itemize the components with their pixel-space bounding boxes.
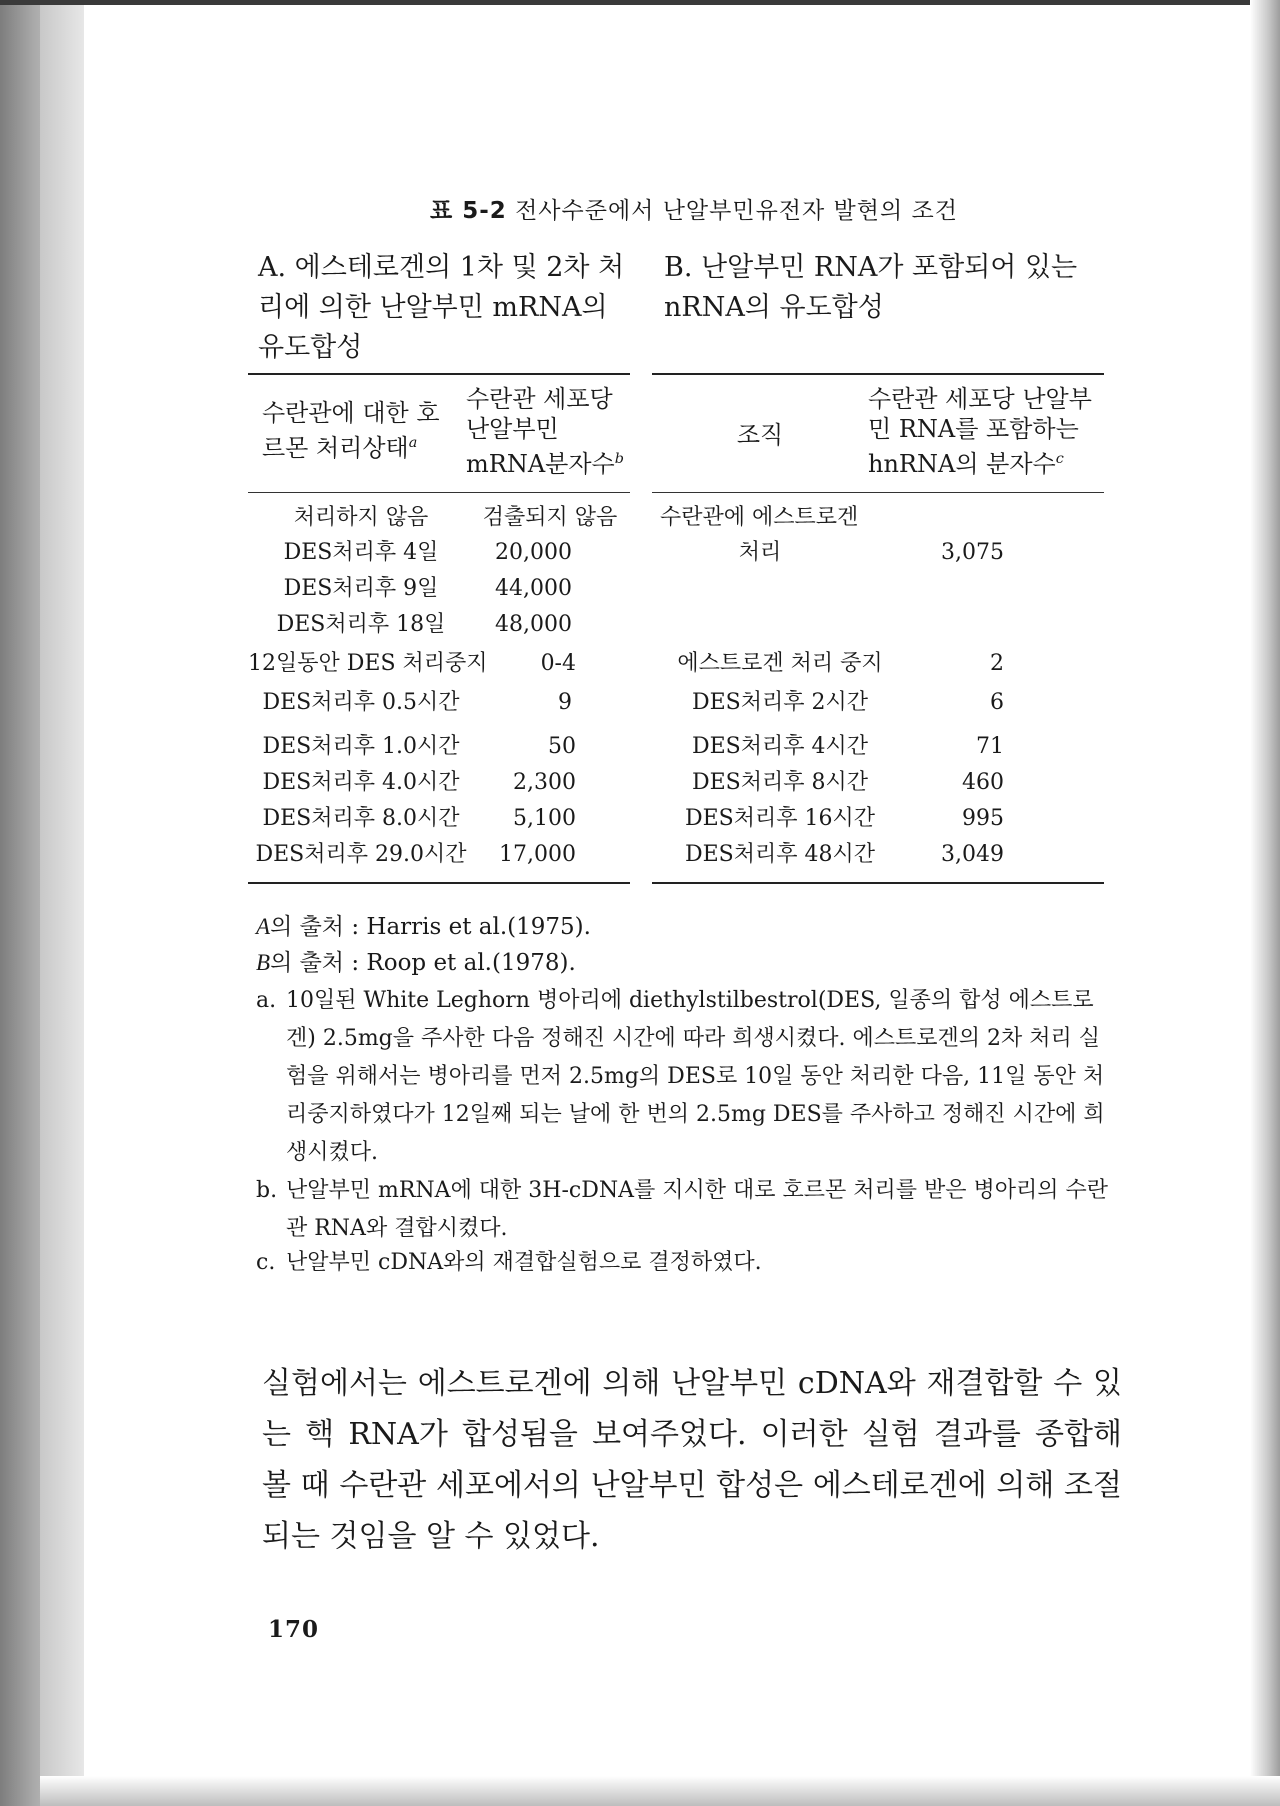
table-cell: DES처리후 48시간 bbox=[684, 842, 876, 867]
footnote-mark-c: c bbox=[1055, 451, 1064, 467]
footnote-a bbox=[256, 982, 1116, 1172]
table-cell: 44,000 bbox=[495, 576, 572, 601]
table-caption-label: 표 5-2 bbox=[430, 198, 507, 224]
table-cell: 에스트로겐 처리 중지 bbox=[677, 651, 883, 676]
table-cell: 처리하지 않음 bbox=[293, 505, 429, 530]
table-cell: DES처리후 4시간 bbox=[691, 734, 869, 759]
panel-b-top-rule bbox=[652, 373, 1104, 375]
source-b-text: 의 출처 : Roop et al.(1978). bbox=[270, 950, 576, 976]
table-cell: 3,049 bbox=[941, 842, 1004, 867]
table-cell: 0-4 bbox=[540, 651, 576, 676]
table-cell: DES처리후 0.5시간 bbox=[262, 690, 460, 715]
table-cell: 처리 bbox=[738, 540, 782, 565]
table-cell: 460 bbox=[962, 770, 1004, 795]
page-edge-highlight bbox=[40, 0, 84, 1806]
table-cell: DES처리후 4.0시간 bbox=[262, 770, 460, 795]
footnote-b-key: b. bbox=[256, 1178, 278, 1203]
footnote-mark-b: b bbox=[614, 451, 624, 467]
source-a bbox=[256, 912, 591, 942]
body-paragraph: 실험에서는 에스트로겐에 의해 난알부민 cDNA와 재결합할 수 있는 핵 RNA가 합성됨을 보여주었다. 이러한 실험 결과를 종합해 볼 때 수란관 세포에서의 난알부민 합성은 에스테로겐에 의해 조절되는 것임을 알 수 있었다. bbox=[262, 1366, 1122, 1554]
table-caption bbox=[430, 192, 958, 225]
table-cell: DES처리후 16시간 bbox=[684, 806, 876, 831]
footnote-a-key: a. bbox=[256, 988, 277, 1013]
table-cell: 48,000 bbox=[495, 612, 572, 637]
table-cell: 995 bbox=[962, 806, 1004, 831]
footnote-b bbox=[256, 1172, 1116, 1248]
table-cell: 12일동안 DES 처리중지 bbox=[248, 651, 488, 676]
table-cell: 수란관에 에스트로겐 bbox=[660, 505, 859, 530]
page-edge-bottom bbox=[40, 1776, 1280, 1806]
panel-b-col2-text: 수란관 세포당 난알부민 RNA를 포함하는 hnRNA의 분자수 bbox=[868, 385, 1092, 478]
panel-a-col2-text: 수란관 세포당 난알부민 mRNA분자수 bbox=[466, 385, 615, 478]
table-cell: 2,300 bbox=[513, 770, 576, 795]
table-cell: DES처리후 4일 bbox=[283, 540, 439, 565]
table-cell: 20,000 bbox=[495, 540, 572, 565]
footnote-c bbox=[256, 1244, 1116, 1282]
table-cell: DES처리후 8시간 bbox=[691, 770, 869, 795]
table-cell: 71 bbox=[976, 734, 1004, 759]
table-cell: DES처리후 18일 bbox=[276, 612, 446, 637]
footnote-b-text: 난알부민 mRNA에 대한 3H-cDNA를 지시한 대로 호르몬 처리를 받은 병아리의 수란관 RNA와 결합시켰다. bbox=[286, 1178, 1109, 1241]
source-a-text: 의 출처 : Harris et al.(1975). bbox=[270, 914, 591, 940]
table-cell: DES처리후 8.0시간 bbox=[262, 806, 460, 831]
table-cell: 5,100 bbox=[513, 806, 576, 831]
table-cell: 2 bbox=[990, 651, 1004, 676]
table-cell: 3,075 bbox=[941, 540, 1004, 565]
source-b bbox=[256, 948, 576, 978]
panel-b-title: B. 난알부민 RNA가 포함되어 있는 nRNA의 유도합성 bbox=[664, 252, 1078, 323]
table-cell: DES처리후 9일 bbox=[283, 576, 439, 601]
table-cell: 9 bbox=[558, 690, 572, 715]
footnote-c-text: 난알부민 cDNA와의 재결합실험으로 결정하였다. bbox=[286, 1250, 762, 1275]
source-a-label: A bbox=[256, 914, 271, 939]
panel-a-bottom-rule bbox=[248, 882, 630, 884]
table-cell: 6 bbox=[990, 690, 1004, 715]
table-cell: 검출되지 않음 bbox=[482, 505, 618, 530]
panel-a-header-rule bbox=[248, 492, 630, 493]
page-number: 170 bbox=[268, 1616, 320, 1643]
table-cell: DES처리후 1.0시간 bbox=[262, 734, 460, 759]
page-edge-right bbox=[1250, 0, 1280, 1806]
footnote-c-key: c. bbox=[256, 1250, 276, 1275]
panel-a-top-rule bbox=[248, 373, 630, 375]
panel-a-title: A. 에스테로겐의 1차 및 2차 처리에 의한 난알부민 mRNA의 유도합성 bbox=[258, 252, 625, 363]
table-cell: DES처리후 29.0시간 bbox=[255, 842, 467, 867]
table-caption-text: 전사수준에서 난알부민유전자 발현의 조건 bbox=[515, 198, 958, 224]
footnote-mark-a: a bbox=[408, 435, 418, 451]
footnote-a-text: 10일된 White Leghorn 병아리에 diethylstilbestrol(DES, 일종의 합성 에스트로겐) 2.5mg을 주사한 다음 정해진 시간에 따라 희생시켰다. 에스트로겐의 2차 처리 실험을 위해서는 병아리를 먼저 2.5mg의 DES로 10일 동안 처리한 다음, 11일 동안 처리중지하였다가 12일째 되는 날에 한 번의 2.5mg DES를 주사하고 정해진 시간에 희생시켰다. bbox=[286, 988, 1105, 1165]
table-cell: DES처리후 2시간 bbox=[691, 690, 869, 715]
panel-a-col1-text: 수란관에 대한 호르몬 처리상태 bbox=[262, 399, 440, 462]
panel-b-bottom-rule bbox=[652, 882, 1104, 884]
source-b-label: B bbox=[256, 950, 271, 975]
table-cell: 50 bbox=[548, 734, 576, 759]
panel-a-col2-header bbox=[466, 384, 626, 479]
panel-b-col2-header bbox=[868, 384, 1106, 479]
panel-b-header-rule bbox=[652, 492, 1104, 493]
table-cell: 17,000 bbox=[499, 842, 576, 867]
panel-b-col1-header: 조직 bbox=[736, 421, 784, 449]
panel-a-col1-header bbox=[262, 398, 442, 463]
